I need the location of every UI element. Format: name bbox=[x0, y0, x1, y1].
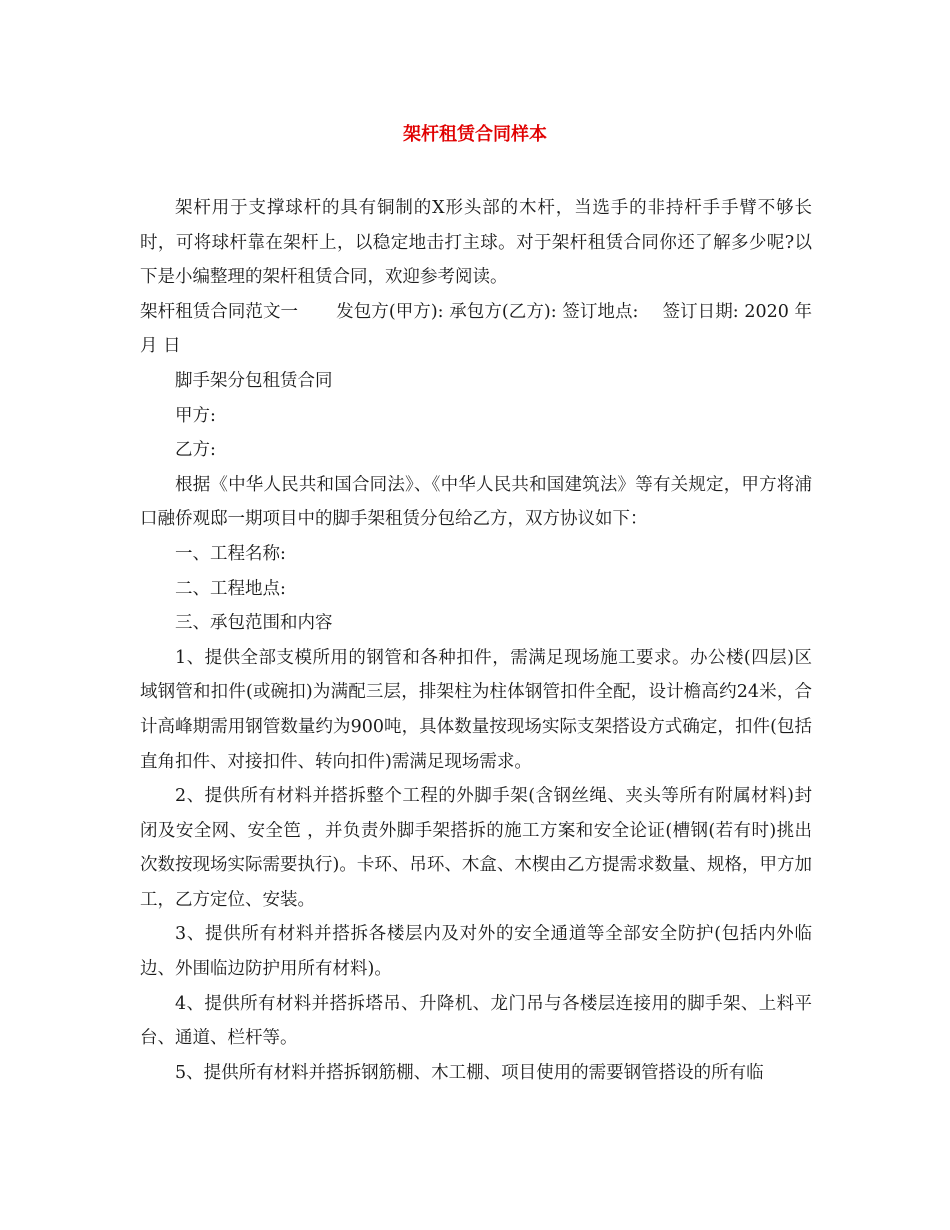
document-title: 架杆租赁合同样本 bbox=[403, 124, 547, 145]
item-3-paragraph: 3、提供所有材料并搭拆各楼层内及对外的安全通道等全部安全防护(包括内外临边、外围临边防护用所有材料)。 bbox=[140, 924, 812, 980]
sample-heading: 架杆租赁合同范文一 bbox=[140, 301, 299, 322]
item-1-paragraph: 1、提供全部支模所用的钢管和各种扣件，需满足现场施工要求。办公楼(四层)区域钢管和扣件(或碗扣)为满配三层，排架柱为柱体钢管扣件全配，设计檐高约24米，合计高峰期需用钢管数量约为900吨，具体数量按现场实际支架搭设方式确定，扣件(包括直角扣件、对接扣件、转向扣件)需满足现场需求。 bbox=[140, 647, 812, 772]
basis-paragraph: 根据《中华人民共和国合同法》、《中华人民共和国建筑法》等有关规定，甲方将浦口融侨观邸一期项目中的脚手架租赁分包给乙方，双方协议如下： bbox=[140, 474, 812, 530]
date-line: 2020 年 月 日 bbox=[140, 301, 812, 357]
sign-place-label: 签订地点: bbox=[562, 301, 639, 322]
section-1-heading: 一、工程名称: bbox=[175, 543, 286, 564]
party-a: 甲方: bbox=[175, 405, 216, 426]
item-4-paragraph: 4、提供所有材料并搭拆塔吊、升降机、龙门吊与各楼层连接用的脚手架、上料平台、通道、栏杆等。 bbox=[140, 993, 812, 1049]
item-5-paragraph: 5、提供所有材料并搭拆钢筋棚、木工棚、项目使用的需要钢管搭设的所有临 bbox=[175, 1062, 764, 1083]
party-b-label: 承包方(乙方): bbox=[449, 301, 557, 322]
item-2-paragraph: 2、提供所有材料并搭拆整个工程的外脚手架(含钢丝绳、夹头等所有附属材料)封闭及安全网、安全笆 ，并负责外脚手架搭拆的施工方案和安全论证(槽钢(若有时)挑出次数按现场实际需要执行)。卡环、吊环、木盒、木楔由乙方提需求数量、规格，甲方加工，乙方定位、安装。 bbox=[140, 786, 812, 910]
party-b: 乙方: bbox=[175, 440, 216, 461]
party-a-label: 发包方(甲方): bbox=[336, 301, 444, 322]
sign-date-label: 签订日期: bbox=[662, 301, 739, 322]
section-3-heading: 三、承包范围和内容 bbox=[175, 613, 333, 634]
sample-heading-line bbox=[140, 295, 812, 364]
section-2-heading: 二、工程地点: bbox=[175, 578, 286, 599]
document-body bbox=[140, 191, 812, 1090]
intro-paragraph: 架杆用于支撑球杆的具有铜制的X形头部的木杆，当选手的非持杆手手臂不够长时，可将球杆靠在架杆上，以稳定地击打主球。对于架杆租赁合同你还了解多少呢?以下是小编整理的架杆租赁合同，欢迎参考阅读。 bbox=[140, 198, 812, 288]
contract-name: 脚手架分包租赁合同 bbox=[175, 370, 333, 391]
